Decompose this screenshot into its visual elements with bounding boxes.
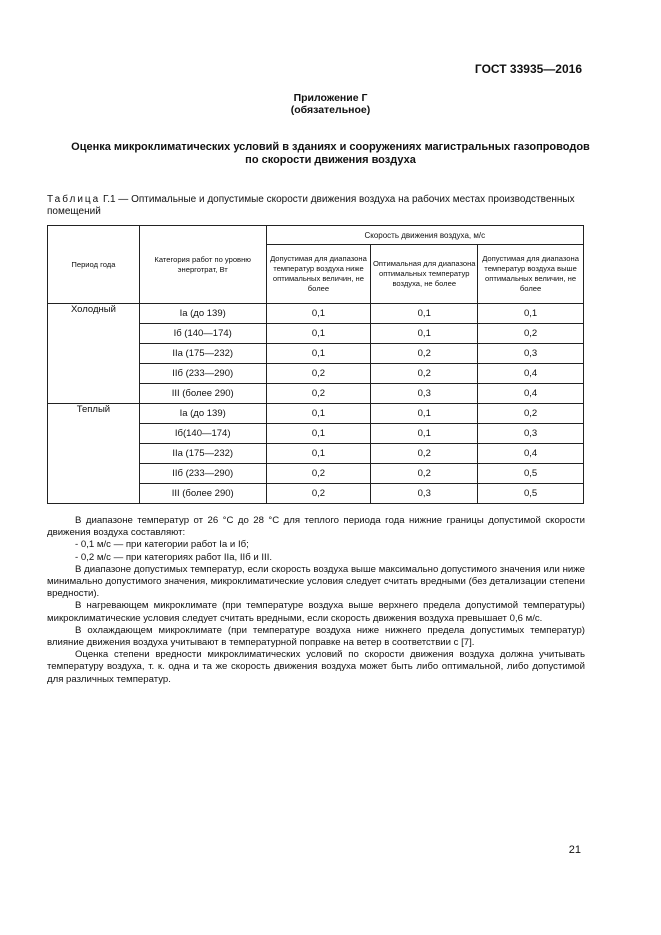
column-header-above-optimal: Допустимая для диапазона температур воздуха выше оптимальных величин, не более	[478, 245, 584, 304]
annex-header	[0, 92, 661, 116]
category-cell: Iб(140—174)	[139, 424, 266, 444]
column-header-below-optimal: Допустимая для диапазона температур воздуха ниже оптимальных величин, не более	[266, 245, 371, 304]
document-code: ГОСТ 33935—2016	[474, 62, 582, 76]
value-below-cell: 0,2	[266, 464, 371, 484]
value-optimal-cell: 0,3	[371, 384, 478, 404]
paragraph: В диапазоне температур от 26 °С до 28 °С для теплого периода года нижние границы допустимой скорости движения воздуха составляют:	[47, 515, 585, 539]
value-above-cell: 0,5	[478, 464, 584, 484]
value-above-cell: 0,5	[478, 484, 584, 504]
value-above-cell: 0,1	[478, 304, 584, 324]
paragraph: В охлаждающем микроклимате (при температуре воздуха ниже нижнего предела допустимых температур) влияние движения воздуха учитывают в температурной поправке на ветер в соответствии с [7].	[47, 624, 585, 649]
table-caption-prefix: Таблица	[47, 194, 101, 205]
value-optimal-cell: 0,1	[371, 324, 478, 344]
value-below-cell: 0,2	[266, 484, 371, 504]
category-cell: III (более 290)	[139, 484, 266, 504]
value-optimal-cell: 0,1	[371, 304, 478, 324]
value-below-cell: 0,2	[266, 384, 371, 404]
category-cell: IIа (175—232)	[139, 344, 266, 364]
value-above-cell: 0,4	[478, 364, 584, 384]
value-above-cell: 0,4	[478, 384, 584, 404]
paragraph: В нагревающем микроклимате (при температуре воздуха выше верхнего предела допустимой температуры) микроклиматические условия следует считать вредными, если скорость движения воздуха превышает 0,6 м/с.	[47, 600, 585, 624]
category-cell: IIб (233—290)	[139, 464, 266, 484]
value-above-cell: 0,4	[478, 444, 584, 464]
paragraph: Оценка степени вредности микроклиматических условий по скорости движения воздуха должна учитывать температуру воздуха, т. к. одна и та же скорость движения воздуха может быть либо оптимальной, либо допустимой для различных температур.	[47, 649, 585, 685]
value-optimal-cell: 0,3	[371, 484, 478, 504]
column-header-category: Категория работ по уровню энерготрат, Вт	[139, 226, 266, 304]
value-below-cell: 0,1	[266, 444, 371, 464]
value-optimal-cell: 0,1	[371, 424, 478, 444]
category-cell: Iб (140—174)	[139, 324, 266, 344]
value-above-cell: 0,3	[478, 344, 584, 364]
period-cell: Теплый	[48, 404, 140, 504]
annex-title: Приложение Г	[293, 92, 368, 104]
category-cell: IIб (233—290)	[139, 364, 266, 384]
annex-status: (обязательное)	[290, 104, 371, 116]
table-row	[48, 304, 584, 324]
column-header-period: Период года	[48, 226, 140, 304]
column-header-optimal: Оптимальная для диапазона оптимальных температур воздуха, не более	[371, 245, 478, 304]
value-below-cell: 0,1	[266, 304, 371, 324]
value-below-cell: 0,1	[266, 404, 371, 424]
value-below-cell: 0,1	[266, 324, 371, 344]
value-optimal-cell: 0,2	[371, 364, 478, 384]
category-cell: III (более 290)	[139, 384, 266, 404]
period-cell: Холодный	[48, 304, 140, 404]
list-item: - 0,2 м/с — при категориях работ IIа, IIб и III.	[75, 551, 273, 563]
value-below-cell: 0,2	[266, 364, 371, 384]
category-cell: Iа (до 139)	[139, 304, 266, 324]
body-text	[47, 515, 585, 686]
category-cell: IIа (175—232)	[139, 444, 266, 464]
category-cell: Iа (до 139)	[139, 404, 266, 424]
value-above-cell: 0,2	[478, 404, 584, 424]
air-speed-table	[47, 225, 584, 504]
value-optimal-cell: 0,1	[371, 404, 478, 424]
section-heading-line-2: по скорости движения воздуха	[245, 154, 416, 166]
value-optimal-cell: 0,2	[371, 464, 478, 484]
section-heading-line-1: Оценка микроклиматических условий в зданиях и сооружениях магистральных газопроводов	[71, 141, 590, 153]
value-optimal-cell: 0,2	[371, 444, 478, 464]
table-caption	[47, 194, 587, 218]
value-above-cell: 0,3	[478, 424, 584, 444]
list-item: - 0,1 м/с — при категории работ Iа и Iб;	[75, 539, 249, 551]
value-below-cell: 0,1	[266, 424, 371, 444]
value-optimal-cell: 0,2	[371, 344, 478, 364]
column-header-speed-group: Скорость движения воздуха, м/с	[266, 226, 583, 245]
paragraph: В диапазоне допустимых температур, если скорость воздуха выше максимально допустимого значения или ниже минимально допустимого значения, микроклиматические условия следует считать вредными (без детализации степени вредности).	[47, 563, 585, 600]
value-below-cell: 0,1	[266, 344, 371, 364]
page-number: 21	[568, 844, 581, 856]
section-heading	[40, 141, 621, 167]
table-caption-text: Г.1 — Оптимальные и допустимые скорости движения воздуха на рабочих местах производственных помещений	[47, 194, 575, 217]
table-row	[48, 404, 584, 424]
value-above-cell: 0,2	[478, 324, 584, 344]
